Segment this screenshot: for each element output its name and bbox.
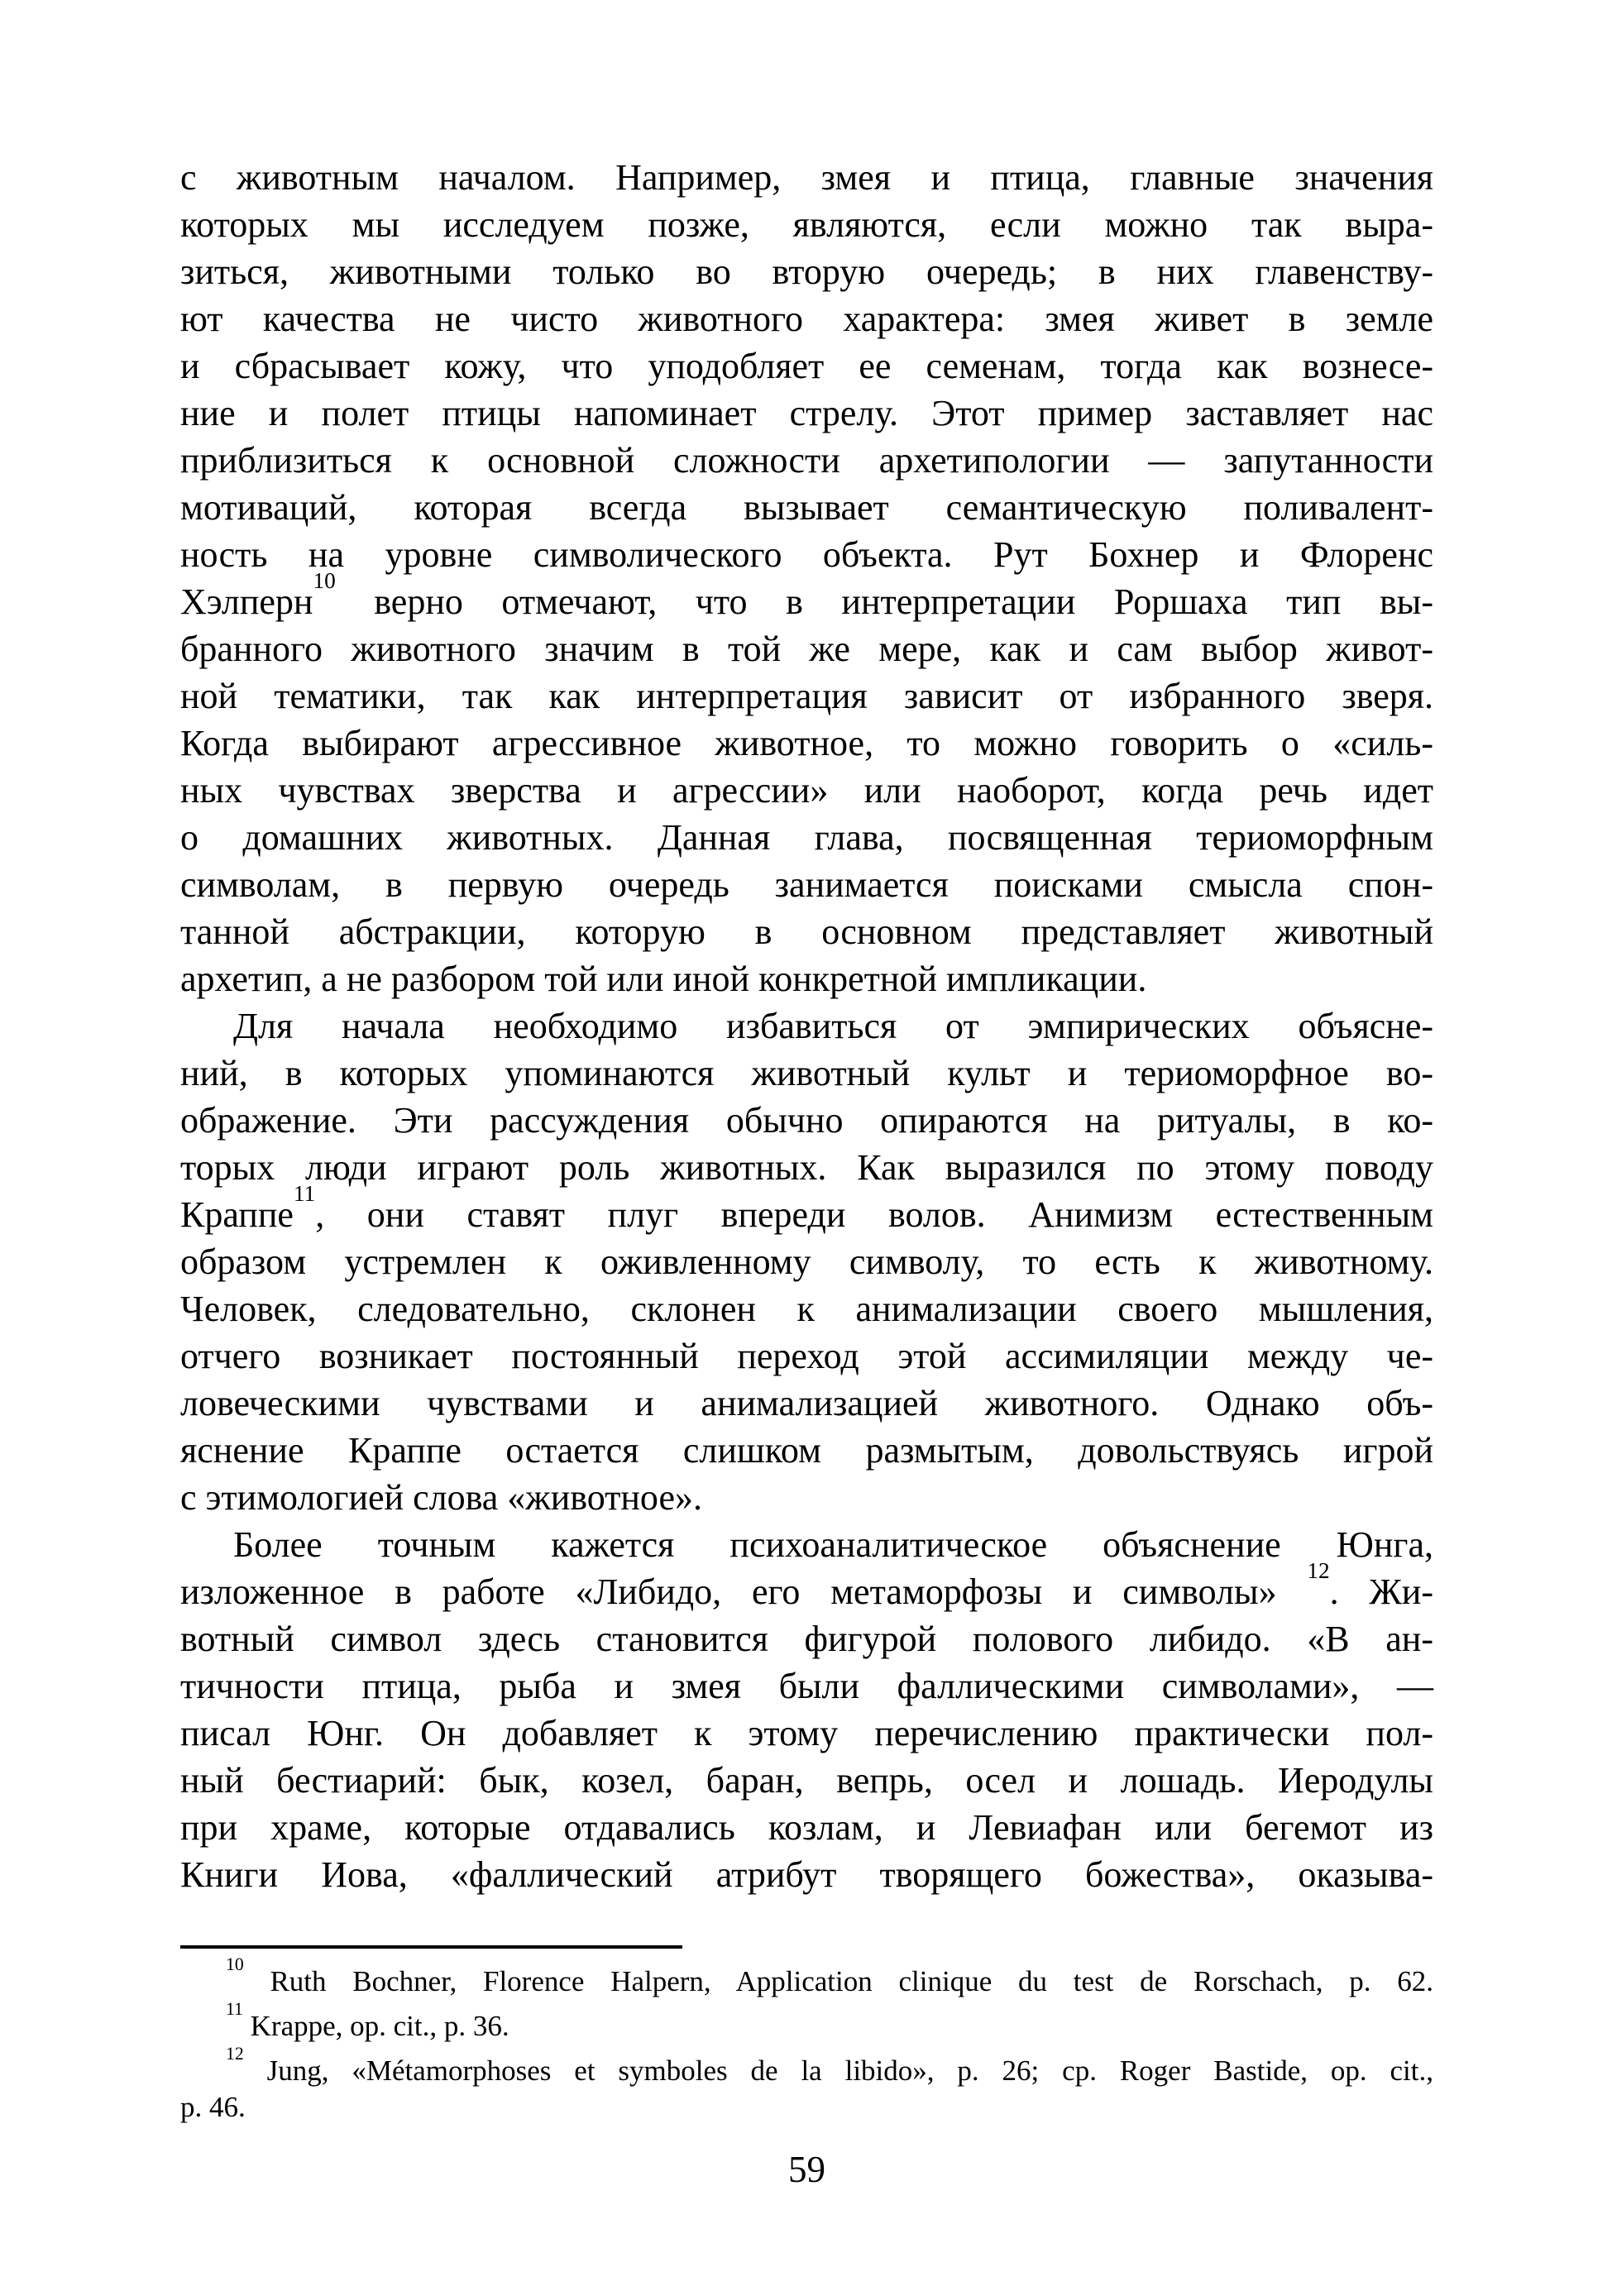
text-segment: с животным началом. Например, змея и птица, главные значения	[180, 157, 1433, 198]
text-segment: Jung, «Métamorphoses et symboles de la libido», p. 26; ср. Roger Bastide, op. cit.,	[243, 2054, 1433, 2087]
body-text-line	[180, 1757, 1433, 1804]
footnote-text-line	[180, 2044, 1433, 2089]
body-text-line	[180, 1851, 1433, 1898]
text-segment: и сбрасывает кожу, что уподобляет ее семенам, тогда как вознесе-	[180, 346, 1433, 386]
text-segment: Ruth Bochner, Florence Halpern, Application clinique du test de Rorschach, p. 62.	[243, 1965, 1433, 1997]
text-segment: ние и полет птицы напоминает стрелу. Этот пример заставляет нас	[180, 393, 1433, 433]
text-segment: верно отмечают, что в интерпретации Роршаха тип вы-	[335, 581, 1433, 622]
text-segment: Для начала необходимо избавиться от эмпирических объясне-	[233, 1006, 1433, 1046]
body-text-line	[180, 955, 1433, 1002]
body-text-line	[180, 201, 1433, 248]
text-segment: мотиваций, которая всегда вызывает семантическую поливалент-	[180, 487, 1433, 528]
body-text-line	[180, 1615, 1433, 1662]
footnote-text-line	[180, 2089, 1433, 2126]
body-text-line	[180, 1380, 1433, 1427]
body-text-line	[180, 1662, 1433, 1710]
body-text-line	[180, 1332, 1433, 1380]
body-text-line	[180, 1710, 1433, 1757]
body-text-line	[180, 767, 1433, 814]
text-segment: ловеческими чувствами и анимализацией животного. Однако объ-	[180, 1383, 1433, 1423]
footnote-text-line	[180, 1999, 1433, 2045]
body-text-line	[180, 1285, 1433, 1332]
text-segment: вотный символ здесь становится фигурой полового либидо. «В ан-	[180, 1619, 1433, 1659]
footnote-marker: 10	[313, 568, 336, 594]
body-text-line	[180, 342, 1433, 390]
text-segment: Более точным кажется психоаналитическое объяснение Юнга,	[233, 1524, 1433, 1565]
footnote-marker: 12	[226, 2044, 244, 2064]
footnote-marker: 11	[293, 1181, 316, 1207]
body-text-line	[180, 625, 1433, 672]
body-paragraph-2	[180, 1002, 1433, 1521]
footnotes	[180, 1954, 1433, 2134]
text-segment: яснение Краппе остается слишком размытым, довольствуясь игрой	[180, 1430, 1433, 1471]
body-text-line	[180, 1238, 1433, 1285]
body-text-line	[180, 720, 1433, 767]
footnote-marker: 12	[1307, 1558, 1330, 1584]
page-text	[180, 154, 1433, 1898]
text-segment: тичности птица, рыба и змея были фаллическими символами», —	[180, 1666, 1433, 1706]
body-text-line	[180, 568, 1433, 625]
text-segment: торых люди играют роль животных. Как выразился по этому поводу	[180, 1147, 1433, 1188]
text-segment: бранного животного значим в той же мере, как и сам выбор живот-	[180, 629, 1433, 669]
text-segment: приблизиться к основной сложности архетипологии — запутанности	[180, 440, 1433, 481]
footnote-paragraph-2	[180, 1999, 1433, 2045]
body-text-line	[180, 484, 1433, 531]
text-segment: изложенное в работе «Либидо, его метаморфозы и символы»	[180, 1571, 1308, 1612]
body-text-line	[180, 861, 1433, 908]
footnote-text-line	[180, 1954, 1433, 2000]
body-text-line	[180, 1804, 1433, 1851]
text-segment: ных чувствах зверства и агрессии» или наоборот, когда речь идет	[180, 770, 1433, 811]
text-segment: ображение. Эти рассуждения обычно опираются на ритуалы, в ко-	[180, 1100, 1433, 1141]
body-text-line	[180, 1558, 1433, 1615]
text-segment: о домашних животных. Данная глава, посвященная териоморфным	[180, 817, 1433, 858]
body-text-line	[180, 531, 1433, 578]
footnote-separator	[180, 1945, 682, 1949]
body-text-line	[180, 1002, 1433, 1050]
text-segment: Когда выбирают агрессивное животное, то можно говорить о «силь-	[180, 723, 1433, 763]
text-segment: танной абстракции, которую в основном представляет животный	[180, 911, 1433, 952]
footnote-paragraph-3	[180, 2044, 1433, 2126]
body-text-line	[180, 1097, 1433, 1144]
body-text-line	[180, 814, 1433, 861]
body-text-line	[180, 1427, 1433, 1474]
body-text-line	[180, 295, 1433, 342]
text-segment: . Жи-	[1329, 1571, 1433, 1612]
text-segment: Краппе	[180, 1194, 294, 1235]
body-text-line	[180, 672, 1433, 720]
text-segment: писал Юнг. Он добавляет к этому перечислению практически пол-	[180, 1713, 1433, 1753]
text-segment: Человек, следовательно, склонен к анимализации своего мышления,	[180, 1289, 1433, 1329]
text-segment: Хэлперн	[180, 581, 313, 622]
text-segment: образом устремлен к оживленному символу, то есть к животному.	[180, 1241, 1433, 1282]
text-segment: Krappe, op. cit., p. 36.	[242, 2010, 509, 2042]
text-segment: при храме, которые отдавались козлам, и Левиафан или бегемот из	[180, 1807, 1433, 1848]
body-text-line	[180, 248, 1433, 295]
body-text-line	[180, 908, 1433, 955]
text-segment: p. 46.	[180, 2091, 246, 2123]
footnote-marker: 11	[226, 1999, 243, 2020]
body-text-line	[180, 1050, 1433, 1097]
body-text-line	[180, 437, 1433, 484]
text-segment: зиться, животными только во вторую очередь; в них главенству-	[180, 251, 1433, 292]
text-segment: архетип, а не разбором той или иной конкретной импликации.	[180, 959, 1147, 999]
text-segment: отчего возникает постоянный переход этой ассимиляции между че-	[180, 1336, 1433, 1376]
text-segment: , они ставят плуг впереди волов. Анимизм естественным	[315, 1194, 1433, 1235]
body-text-line	[180, 390, 1433, 437]
body-paragraph-1	[180, 154, 1433, 1002]
text-segment: символам, в первую очередь занимается поисками смысла спон-	[180, 864, 1433, 905]
text-segment: которых мы исследуем позже, являются, если можно так выра-	[180, 204, 1433, 245]
footnote-paragraph-1	[180, 1954, 1433, 2000]
body-text-line	[180, 1521, 1433, 1568]
body-text-line	[180, 154, 1433, 201]
text-segment: Книги Иова, «фаллический атрибут творящего божества», оказыва-	[180, 1854, 1433, 1895]
body-paragraph-3	[180, 1521, 1433, 1898]
text-segment: ный бестиарий: бык, козел, баран, вепрь, осел и лошадь. Иеродулы	[180, 1760, 1433, 1801]
body-text-line	[180, 1474, 1433, 1521]
body-text-line	[180, 1181, 1433, 1238]
page-number: 59	[788, 2149, 825, 2190]
text-segment: с этимологией слова «животное».	[180, 1477, 702, 1518]
text-segment: ность на уровне символического объекта. Рут Бохнер и Флоренс	[180, 534, 1433, 575]
text-segment: ют качества не чисто животного характера: змея живет в земле	[180, 299, 1433, 339]
footnote-marker: 10	[226, 1954, 244, 1975]
body-text-line	[180, 1144, 1433, 1191]
text-segment: ний, в которых упоминаются животный культ и териоморфное во-	[180, 1053, 1433, 1093]
text-segment: ной тематики, так как интерпретация зависит от избранного зверя.	[180, 676, 1433, 716]
